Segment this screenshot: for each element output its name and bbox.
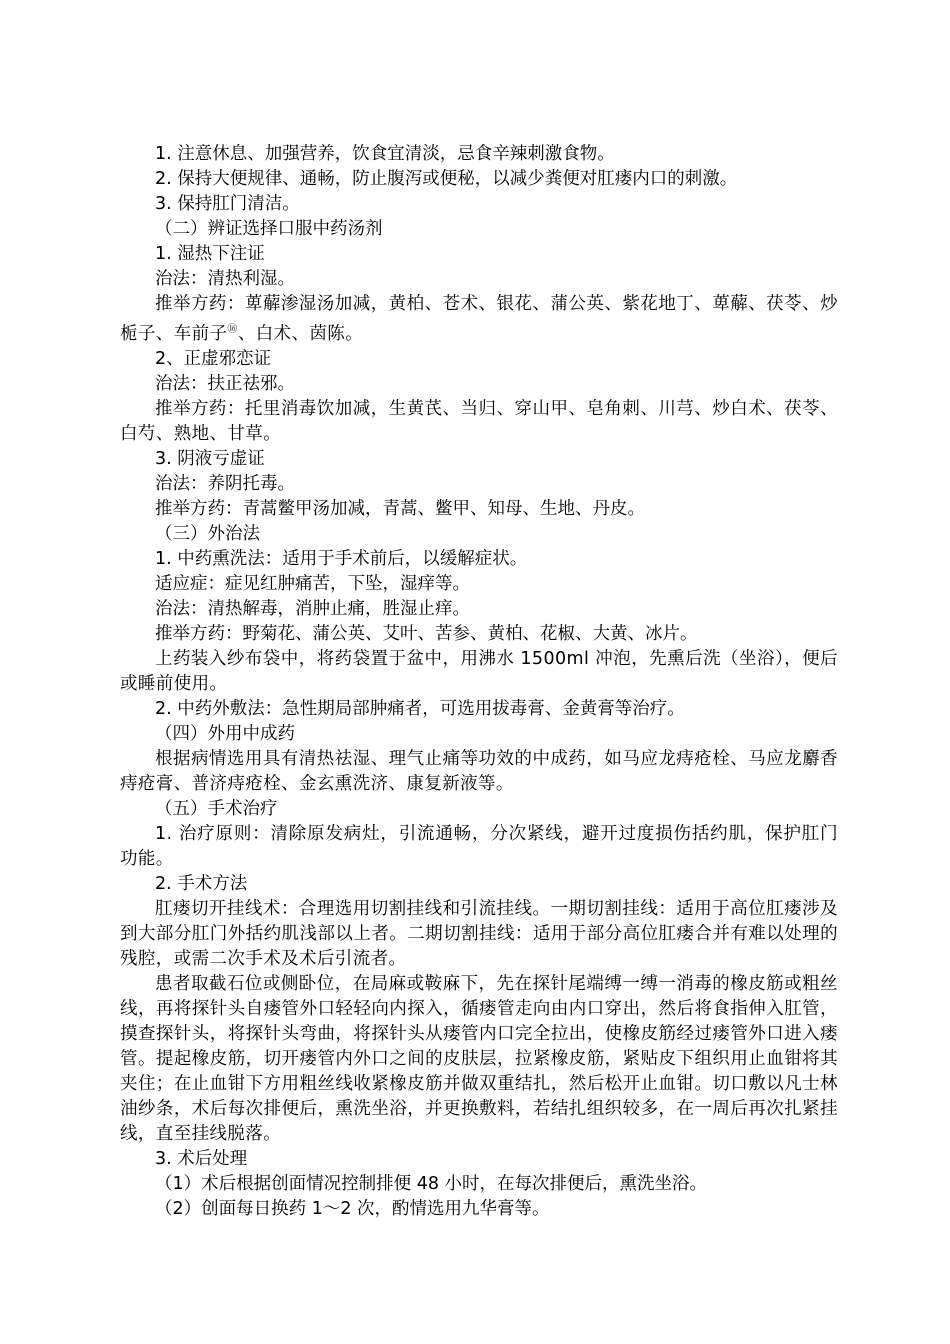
paragraph: 治法：扶正祛邪。 [155,373,295,394]
paragraph: 1. 注意休息、加强营养，饮食宜清淡，忌食辛辣刺激食物。 [155,144,615,164]
subsection-heading: 2、正虚邪恋证 [155,348,272,369]
paragraph: 治法：清热利湿。 [155,269,295,289]
paragraph: 适应症：症见红肿痛苦，下坠，湿痒等。 [155,573,470,594]
paragraph: 根据病情选用具有清热祛湿、理气止痛等功效的中成药，如马应龙痔疮栓、马应龙麝香痔疮膏、普济痔疮栓、金玄熏洗济、康复新液等。 [120,748,838,794]
paragraph-text: 推举方药：萆薢渗湿汤加减，黄柏、苍术、银花、蒲公英、紫花地丁、萆薢、茯苓、炒栀子、车前子 [120,294,838,344]
footnote-mark: ⑯ [227,324,238,335]
paragraph: 推举方药：野菊花、蒲公英、艾叶、苦参、黄柏、花椒、大黄、冰片。 [155,623,698,644]
section-heading: （三）外治法 [155,523,260,544]
subsection-heading: 3. 阴液亏虚证 [155,448,265,469]
paragraph: 1. 治疗原则：清除原发病灶，引流通畅，分次紧线，避开过度损伤括约肌，保护肛门功能。 [120,823,838,869]
paragraph: 上药装入纱布袋中，将药袋置于盆中，用沸水 1500ml 冲泡，先熏后洗（坐浴），便后或睡前使用。 [120,648,838,694]
paragraph: （2）创面每日换药 1～2 次，酌情选用九华膏等。 [155,1198,550,1219]
section-heading: （五）手术治疗 [155,798,278,819]
paragraph: 2. 保持大便规律、通畅，防止腹泻或便秘，以减少粪便对肛瘘内口的刺激。 [155,169,738,189]
section-heading: （二）辨证选择口服中药汤剂 [155,219,383,239]
subsection-heading: 3. 术后处理 [155,1148,248,1169]
subsection-heading: 1. 湿热下注证 [155,244,265,264]
paragraph: （1）术后根据创面情况控制排便 48 小时，在每次排便后，熏洗坐浴。 [155,1173,708,1194]
paragraph: 患者取截石位或侧卧位，在局麻或鞍麻下，先在探针尾端缚一缚一消毒的橡皮筋或粗丝线，再将探针头自瘘管外口轻轻向内探入，循瘘管走向由内口穿出，然后将食指伸入肛管，摸查探针头，将探针头弯曲，将探针头从瘘管内口完全拉出，使橡皮筋经过瘘管外口进入瘘管。提起橡皮筋，切开瘘管内外口之间的皮肤层，拉紧橡皮筋，紧贴皮下组织用止血钳将其夹住；在止血钳下方用粗丝线收紧橡皮筋并做双重结扎，然后松开止血钳。切口敷以凡士林油纱条，术后每次排便后，熏洗坐浴，并更换敷料，若结扎组织较多，在一周后再次扎紧挂线，直至挂线脱落。 [120,973,838,1144]
paragraph-text: 、白术、茵陈。 [237,323,364,344]
paragraph: 治法：养阴托毒。 [155,473,295,494]
paragraph: 推举方药：托里消毒饮加减，生黄芪、当归、穿山甲、皂角刺、川芎、炒白术、茯苓、白芍、熟地、甘草。 [120,398,838,444]
paragraph: 治法：清热解毒，消肿止痛，胜湿止痒。 [155,598,470,619]
subsection-heading: 2. 手术方法 [155,873,248,894]
paragraph [120,292,838,347]
paragraph: 3. 保持肛门清洁。 [155,194,300,214]
paragraph: 肛瘘切开挂线术：合理选用切割挂线和引流挂线。一期切割挂线：适用于高位肛瘘涉及到大部分肛门外括约肌浅部以上者。二期切割挂线：适用于部分高位肛瘘合并有难以处理的残腔，或需二次手术及术后引流者。 [120,898,838,969]
section-heading: （四）外用中成药 [155,723,295,744]
paragraph: 1. 中药熏洗法：适用于手术前后，以缓解症状。 [155,548,528,569]
paragraph: 推举方药：青蒿鳖甲汤加减，青蒿、鳖甲、知母、生地、丹皮。 [155,498,645,519]
paragraph: 2. 中药外敷法：急性期局部肿痛者，可选用拔毒膏、金黄膏等治疗。 [155,698,685,719]
document-body [120,142,838,1222]
